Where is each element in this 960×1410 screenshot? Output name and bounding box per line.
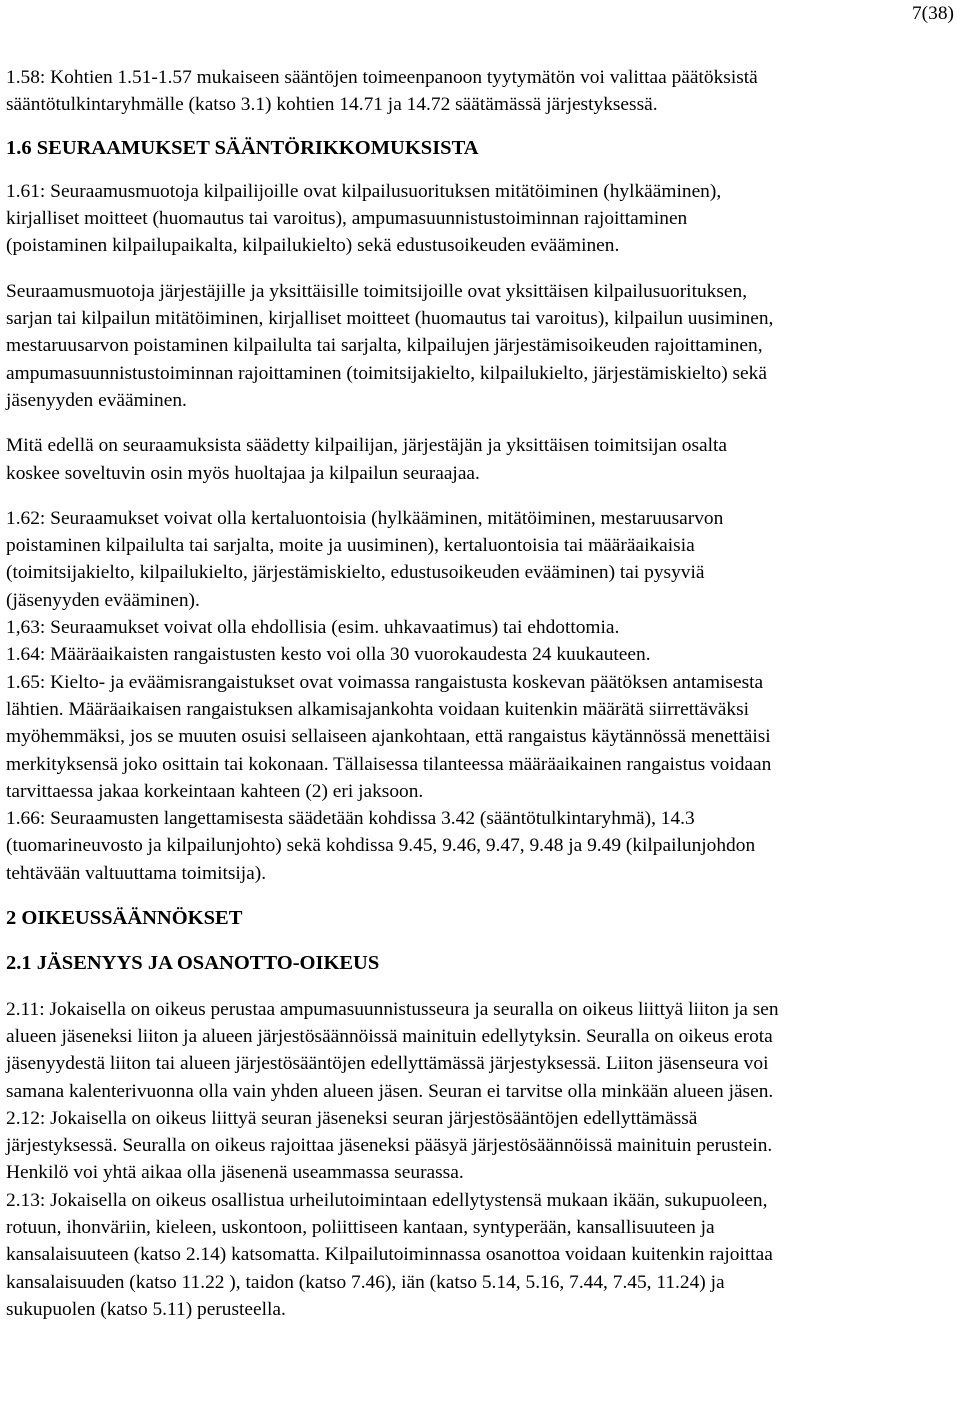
- paragraph-2-11-to-2-13: [6, 996, 956, 1324]
- text-line: sarjan tai kilpailun mitätöiminen, kirjalliset moitteet (huomautus tai varoitus), kilpailun uusiminen,: [6, 308, 774, 330]
- text-line: 2.11: Jokaisella on oikeus perustaa ampumasuunnistusseura ja seuralla on oikeus liittyä liiton ja sen: [6, 998, 779, 1020]
- text-line: jäsenyydestä liiton tai alueen järjestösääntöjen edellyttämässä järjestyksessä. Liiton jäsenseura voi: [6, 1053, 769, 1075]
- text-line: merkityksensä joko osittain tai kokonaan. Tällaisessa tilanteessa määräaikainen rangaistus voidaan: [6, 753, 772, 775]
- text-line: rotuun, ihonväriin, kieleen, uskontoon, poliittiseen kantaan, syntyperään, kansallisuuteen ja: [6, 1216, 715, 1238]
- text-line: kirjalliset moitteet (huomautus tai varoitus), ampumasuunnistustoiminnan rajoittaminen: [6, 208, 688, 230]
- text-line: alueen jäseneksi liiton ja alueen järjestösäännöissä mainituin edellytyksin. Seuralla on oikeus erota: [6, 1025, 773, 1047]
- text-line: 1.62: Seuraamukset voivat olla kertaluontoisia (hylkääminen, mitätöiminen, mestaruusarvon: [6, 507, 724, 529]
- text-line: Henkilö voi yhtä aikaa olla jäsenenä useammassa seurassa.: [6, 1162, 464, 1184]
- text-line: 1.58: Kohtien 1.51-1.57 mukaiseen sääntöjen toimeenpanoon tyytymätön voi valittaa päätöksistä: [6, 67, 758, 88]
- text-line: 2.13: Jokaisella on oikeus osallistua urheilutoimintaan edellytystensä mukaan ikään, sukupuoleen,: [6, 1189, 768, 1211]
- page-number: 7(38): [911, 3, 954, 24]
- text-line: (poistaminen kilpailupaikalta, kilpailukielto) sekä edustusoikeuden evääminen.: [6, 235, 620, 257]
- text-line: kansalaisuuden (katso 11.22 ), taidon (katso 7.46), iän (katso 5.14, 5.16, 7.44, 7.45, 11.24) ja: [6, 1271, 725, 1293]
- section-heading-1-6: 1.6 SEURAAMUKSET SÄÄNTÖRIKKOMUKSISTA: [6, 136, 479, 159]
- paragraph-organizer-sanctions: [6, 278, 956, 414]
- text-line: sukupuolen (katso 5.11) perusteella.: [6, 1298, 286, 1320]
- text-line: jäsenyyden evääminen.: [6, 389, 187, 411]
- text-line: lähtien. Määräaikaisen rangaistuksen alkamisajankohta voidaan kuitenkin määrätä siirrettäväksi: [6, 698, 750, 720]
- text-line: 1,63: Seuraamukset voivat olla ehdollisia (esim. uhkavaatimus) tai ehdottomia.: [6, 617, 620, 639]
- text-line: (jäsenyyden evääminen).: [6, 589, 200, 611]
- text-line: 2.12: Jokaisella on oikeus liittyä seuran jäseneksi seuran järjestösääntöjen edellyttämässä: [6, 1107, 698, 1129]
- paragraph-applicability: [6, 432, 956, 487]
- text-line: tarvittaessa jakaa korkeintaan kahteen (2) eri jaksoon.: [6, 780, 424, 802]
- document-body: [6, 64, 956, 1323]
- paragraph-1-58: [6, 64, 956, 119]
- text-line: 1.65: Kielto- ja eväämisrangaistukset ovat voimassa rangaistusta koskevan päätöksen antamisesta: [6, 671, 764, 693]
- text-line: ampumasuunnistustoiminnan rajoittaminen (toimitsijakielto, kilpailukielto, järjestämiskielto) sekä: [6, 362, 767, 384]
- text-line: Mitä edellä on seuraamuksista säädetty kilpailijan, järjestäjän ja yksittäisen toimitsijan osalta: [6, 435, 728, 457]
- text-line: 1.64: Määräaikaisten rangaistusten kesto voi olla 30 vuorokaudesta 24 kuukauteen.: [6, 644, 651, 666]
- text-line: järjestyksessä. Seuralla on oikeus rajoittaa jäseneksi pääsyä järjestösäännöissä mainituin perustein.: [6, 1135, 773, 1157]
- section-heading-2: 2 OIKEUSSÄÄNNÖKSET: [6, 907, 243, 930]
- text-line: (toimitsijakielto, kilpailukielto, järjestämiskielto, edustusoikeuden evääminen) tai pysyviä: [6, 562, 705, 584]
- text-line: (tuomarineuvosto ja kilpailunjohto) sekä kohdissa 9.45, 9.46, 9.47, 9.48 ja 9.49 (kilpailunjohdon: [6, 835, 756, 857]
- text-line: myöhemmäksi, jos se muuten osuisi sellaiseen ajankohtaan, että rangaistus käytännössä menettäisi: [6, 726, 771, 748]
- text-line: tehtävään valtuuttama toimitsija).: [6, 862, 267, 884]
- paragraph-1-61: [6, 178, 956, 260]
- text-line: mestaruusarvon poistaminen kilpailulta tai sarjalta, kilpailujen järjestämisoikeuden rajoittaminen,: [6, 335, 763, 357]
- text-line: samana kalenterivuonna olla vain yhden alueen jäsen. Seuran ei tarvitse olla minkään alueen jäsen.: [6, 1080, 774, 1102]
- text-line: poistaminen kilpailulta tai sarjalta, moite ja uusiminen), kertaluontoisia tai määräaikaisia: [6, 535, 695, 557]
- section-heading-2-1: 2.1 JÄSENYYS JA OSANOTTO-OIKEUS: [6, 952, 380, 975]
- text-line: sääntötulkintaryhmälle (katso 3.1) kohtien 14.71 ja 14.72 säätämässä järjestyksessä.: [6, 94, 658, 116]
- text-line: 1.61: Seuraamusmuotoja kilpailijoille ovat kilpailusuorituksen mitätöiminen (hylkääminen),: [6, 180, 722, 202]
- text-line: koskee soveltuvin osin myös huoltajaa ja kilpailun seuraajaa.: [6, 462, 480, 484]
- text-line: kansalaisuuteen (katso 2.14) katsomatta. Kilpailutoiminnassa osanottoa voidaan kuitenkin rajoittaa: [6, 1244, 773, 1266]
- text-line: Seuraamusmuotoja järjestäjille ja yksittäisille toimitsijoille ovat yksittäisen kilpailusuorituksen,: [6, 280, 748, 302]
- paragraph-1-62-to-1-66: [6, 505, 956, 887]
- text-line: 1.66: Seuraamusten langettamisesta säädetään kohdissa 3.42 (sääntötulkintaryhmä), 14.3: [6, 808, 695, 830]
